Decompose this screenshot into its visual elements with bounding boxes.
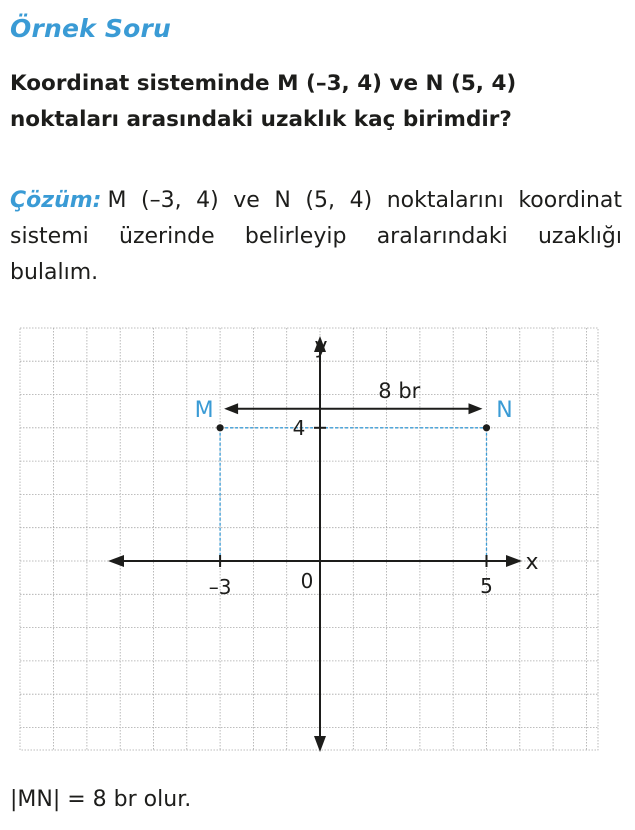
y-tick-label-4: 4	[292, 415, 306, 440]
distance-arrow-left-head	[224, 403, 238, 414]
coordinate-figure	[0, 320, 635, 770]
x-tick-label-5: 5	[480, 574, 493, 598]
grid	[20, 328, 598, 750]
point-label-n: N	[496, 397, 513, 423]
y-axis-label: y	[314, 334, 328, 359]
example-heading: Örnek Soru	[10, 14, 171, 43]
grid-border	[20, 328, 598, 750]
solution-paragraph	[10, 183, 622, 291]
question-text: Koordinat sisteminde M (–3, 4) ve N (5, 4) noktaları arasındaki uzaklık kaç birimdir?	[10, 71, 517, 132]
point-n	[483, 424, 490, 431]
origin-label: 0	[300, 569, 314, 593]
distance-arrow-right-head	[469, 403, 483, 414]
axes	[108, 336, 522, 752]
point-m	[217, 424, 224, 431]
solution-label: Çözüm:	[10, 188, 102, 213]
x-axis-label: x	[525, 550, 539, 575]
x-axis-left-arrow	[108, 555, 124, 567]
solution-text: M (–3, 4) ve N (5, 4) noktalarını koordinat sistemi üzerinde belirleyip aralarındaki uzaklığı bulalım.	[10, 188, 622, 285]
result-text: |MN| = 8 br olur.	[10, 787, 192, 812]
coordinate-plane	[0, 320, 635, 770]
x-tick-label-neg3: –3	[208, 575, 232, 599]
distance-label: 8 br	[378, 378, 421, 403]
point-label-m: M	[194, 397, 214, 423]
y-axis-bottom-arrow	[314, 736, 326, 752]
